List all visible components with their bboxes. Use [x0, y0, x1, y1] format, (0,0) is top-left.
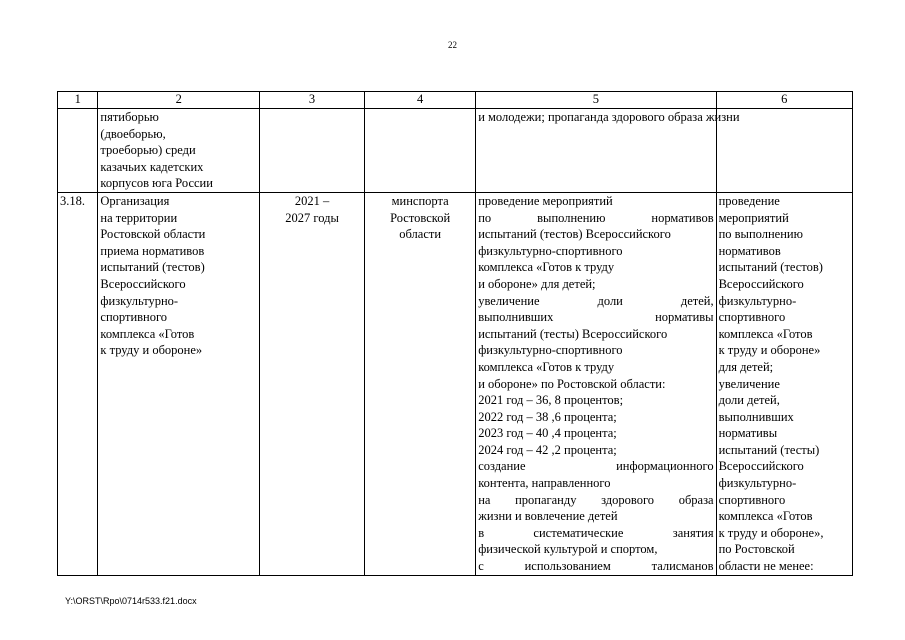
text-line: испытаний (тестов) [718, 260, 823, 275]
text-line: физкультурно- [100, 293, 179, 308]
text-line: на территории [100, 210, 178, 225]
text-line: физкультурно- [718, 476, 797, 491]
text-line: к труду и обороне» [718, 343, 821, 358]
table-row [58, 109, 853, 193]
text-line: области не менее: [718, 559, 814, 574]
text-line: нормативов [718, 243, 781, 258]
text-line: и молодежи; пропаганда здорового образа жизни [478, 110, 740, 124]
period-cell [260, 192, 365, 575]
text-line: комплекса «Готов [718, 326, 813, 341]
indicator-cell [716, 192, 852, 575]
result-cell [476, 109, 740, 193]
text-line: жизни и вовлечение детей [478, 509, 618, 524]
text-line: к труду и обороне» [100, 343, 203, 358]
text-line: доли детей, [718, 393, 780, 408]
text-line: Всероссийского [718, 276, 804, 291]
executor-cell [365, 192, 476, 575]
text-line: минспорта [391, 193, 449, 208]
text-line: спортивного [100, 310, 168, 325]
activity-cell [98, 192, 260, 575]
text-line: выполнивших [718, 409, 794, 424]
text-line: увеличение доли детей, [478, 293, 714, 308]
text-line: создание информационного [478, 459, 714, 474]
text-line: комплекса «Готов [718, 509, 813, 524]
header-cell: 1 [58, 92, 98, 109]
text-line: спортивного [718, 492, 786, 507]
text-line: пятиборью [100, 110, 159, 124]
header-cell: 6 [716, 92, 852, 109]
text-line: Всероссийского [718, 459, 804, 474]
text-line: 2022 год – 38 ,6 процента; [478, 409, 617, 424]
text-line: 2024 год – 42 ,2 процента; [478, 442, 617, 457]
text-line: контента, направленного [478, 476, 611, 491]
executor-cell [365, 109, 476, 193]
table-row [58, 192, 853, 575]
text-line: Ростовской [390, 210, 451, 225]
text-line: испытаний (тестов) Всероссийского [478, 227, 671, 242]
result-cell [476, 192, 716, 575]
text-line: мероприятий [718, 210, 789, 225]
text-line: выполнивших нормативы [478, 310, 714, 325]
text-line: на пропаганду здорового образа [478, 492, 714, 507]
text-line: для детей; [718, 359, 774, 374]
text-line: проведение [718, 193, 780, 208]
text-line: по выполнению [718, 227, 803, 242]
row-number-cell: 3.18. [58, 192, 98, 575]
text-line: 2021 – [294, 193, 330, 208]
text-line: комплекса «Готов к труду [478, 359, 615, 374]
header-cell: 5 [476, 92, 716, 109]
text-line: и обороне» для детей; [478, 276, 596, 291]
text-line: области [399, 227, 442, 242]
text-line: 2021 год – 36, 8 процентов; [478, 393, 624, 408]
file-path-footer: Y:\ORST\Rpo\0714r533.f21.docx [65, 596, 197, 606]
text-line: (двоеборью, [100, 126, 166, 141]
text-line: казачьих кадетских [100, 159, 204, 174]
text-line: нормативы [718, 426, 778, 441]
text-line: испытаний (тесты) [718, 442, 820, 457]
text-line: Ростовской области [100, 227, 206, 242]
period-cell [260, 109, 365, 193]
text-line: комплекса «Готов к труду [478, 260, 615, 275]
text-line: проведение мероприятий [478, 193, 613, 208]
text-line: к труду и обороне», [718, 525, 824, 540]
header-cell: 2 [98, 92, 260, 109]
text-line: спортивного [718, 310, 786, 325]
text-line: корпусов юга России [100, 176, 213, 191]
text-line: по выполнению нормативов [478, 210, 714, 225]
header-cell: 4 [365, 92, 476, 109]
text-line: физкультурно-спортивного [478, 243, 623, 258]
text-line: 2027 годы [285, 210, 339, 225]
activity-cell [98, 109, 260, 193]
page-number: 22 [448, 40, 457, 50]
text-line: 2023 год – 40 ,4 процента; [478, 426, 617, 441]
text-line: по Ростовской [718, 542, 795, 557]
header-cell: 3 [260, 92, 365, 109]
text-line: Организация [100, 193, 170, 208]
text-line: Всероссийского [100, 276, 186, 291]
text-line: троеборью) среди [100, 143, 196, 158]
text-line: физической культурой и спортом, [478, 542, 658, 557]
text-line: приема нормативов [100, 243, 205, 258]
text-line: комплекса «Готов [100, 326, 195, 341]
text-line: испытаний (тестов) [100, 260, 205, 275]
text-line: и обороне» по Ростовской области: [478, 376, 666, 391]
table-header-row [58, 92, 853, 109]
text-line: в систематические занятия [478, 525, 714, 540]
row-number-cell [58, 109, 98, 193]
text-line: увеличение [718, 376, 780, 391]
text-line: физкультурно- [718, 293, 797, 308]
program-table [57, 91, 853, 576]
text-line: с использованием талисманов [478, 559, 714, 574]
text-line: испытаний (тесты) Всероссийского [478, 326, 668, 341]
text-line: физкультурно-спортивного [478, 343, 623, 358]
